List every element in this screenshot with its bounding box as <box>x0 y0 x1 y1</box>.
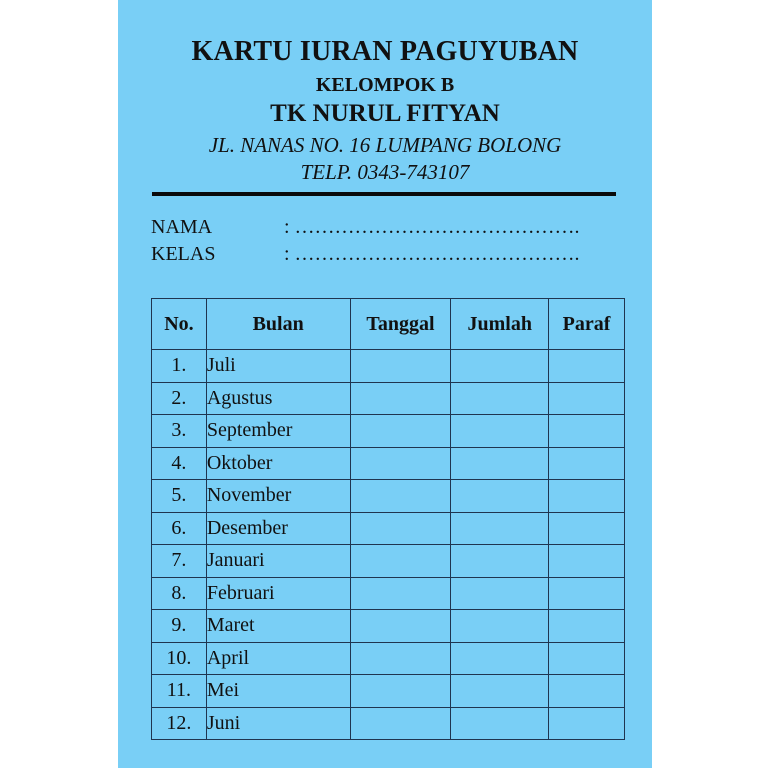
row-number: 6. <box>152 512 207 545</box>
row-month: Desember <box>206 512 350 545</box>
amount-cell[interactable] <box>451 350 549 383</box>
table-row <box>152 480 625 513</box>
row-month: Agustus <box>206 382 350 415</box>
date-cell[interactable] <box>350 545 451 578</box>
table-row <box>152 545 625 578</box>
name-value: : ……………………………………. <box>284 216 580 238</box>
date-cell[interactable] <box>350 610 451 643</box>
row-number: 12. <box>152 707 207 740</box>
col-month: Bulan <box>206 299 350 350</box>
signature-cell[interactable] <box>549 707 625 740</box>
school-phone: TELP. 0343-743107 <box>300 160 470 184</box>
date-cell[interactable] <box>350 675 451 708</box>
row-month: Juli <box>206 350 350 383</box>
amount-cell[interactable] <box>451 642 549 675</box>
group-label: KELOMPOK B <box>315 74 455 96</box>
date-cell[interactable] <box>350 447 451 480</box>
row-number: 7. <box>152 545 207 578</box>
table-row <box>152 675 625 708</box>
col-amount: Jumlah <box>451 299 549 350</box>
signature-cell[interactable] <box>549 577 625 610</box>
dues-card <box>118 0 652 768</box>
row-number: 1. <box>152 350 207 383</box>
amount-cell[interactable] <box>451 577 549 610</box>
signature-cell[interactable] <box>549 675 625 708</box>
school-name: TK NURUL FITYAN <box>270 100 500 127</box>
amount-cell[interactable] <box>451 480 549 513</box>
table-row <box>152 642 625 675</box>
amount-cell[interactable] <box>451 545 549 578</box>
table-row <box>152 512 625 545</box>
table-row <box>152 350 625 383</box>
row-month: Mei <box>206 675 350 708</box>
amount-cell[interactable] <box>451 707 549 740</box>
row-number: 10. <box>152 642 207 675</box>
date-cell[interactable] <box>350 512 451 545</box>
signature-cell[interactable] <box>549 545 625 578</box>
card-title: KARTU IURAN PAGUYUBAN <box>191 36 579 67</box>
row-number: 5. <box>152 480 207 513</box>
col-no: No. <box>152 299 207 350</box>
date-cell[interactable] <box>350 350 451 383</box>
row-number: 3. <box>152 415 207 448</box>
amount-cell[interactable] <box>451 382 549 415</box>
row-number: 8. <box>152 577 207 610</box>
signature-cell[interactable] <box>549 642 625 675</box>
row-number: 9. <box>152 610 207 643</box>
amount-cell[interactable] <box>451 415 549 448</box>
row-month: Januari <box>206 545 350 578</box>
signature-cell[interactable] <box>549 382 625 415</box>
class-label: KELAS <box>151 243 216 265</box>
row-month: Februari <box>206 577 350 610</box>
row-month: Maret <box>206 610 350 643</box>
col-signature: Paraf <box>549 299 625 350</box>
amount-cell[interactable] <box>451 675 549 708</box>
date-cell[interactable] <box>350 642 451 675</box>
payment-table <box>151 298 625 740</box>
signature-cell[interactable] <box>549 512 625 545</box>
date-cell[interactable] <box>350 577 451 610</box>
row-number: 11. <box>152 675 207 708</box>
signature-cell[interactable] <box>549 480 625 513</box>
signature-cell[interactable] <box>549 350 625 383</box>
row-month: November <box>206 480 350 513</box>
amount-cell[interactable] <box>451 447 549 480</box>
table-row <box>152 707 625 740</box>
row-month: September <box>206 415 350 448</box>
class-value: : ……………………………………. <box>284 243 580 265</box>
date-cell[interactable] <box>350 415 451 448</box>
date-cell[interactable] <box>350 382 451 415</box>
row-month: April <box>206 642 350 675</box>
signature-cell[interactable] <box>549 447 625 480</box>
table-header-row <box>152 299 625 350</box>
table-row <box>152 610 625 643</box>
table-row <box>152 415 625 448</box>
col-date: Tanggal <box>350 299 451 350</box>
school-address: JL. NANAS NO. 16 LUMPANG BOLONG <box>208 133 562 157</box>
signature-cell[interactable] <box>549 610 625 643</box>
row-number: 2. <box>152 382 207 415</box>
header-divider <box>152 192 616 196</box>
date-cell[interactable] <box>350 707 451 740</box>
amount-cell[interactable] <box>451 610 549 643</box>
row-month: Juni <box>206 707 350 740</box>
table-row <box>152 447 625 480</box>
amount-cell[interactable] <box>451 512 549 545</box>
table-row <box>152 577 625 610</box>
signature-cell[interactable] <box>549 415 625 448</box>
row-month: Oktober <box>206 447 350 480</box>
date-cell[interactable] <box>350 480 451 513</box>
name-label: NAMA <box>151 216 213 238</box>
row-number: 4. <box>152 447 207 480</box>
table-row <box>152 382 625 415</box>
